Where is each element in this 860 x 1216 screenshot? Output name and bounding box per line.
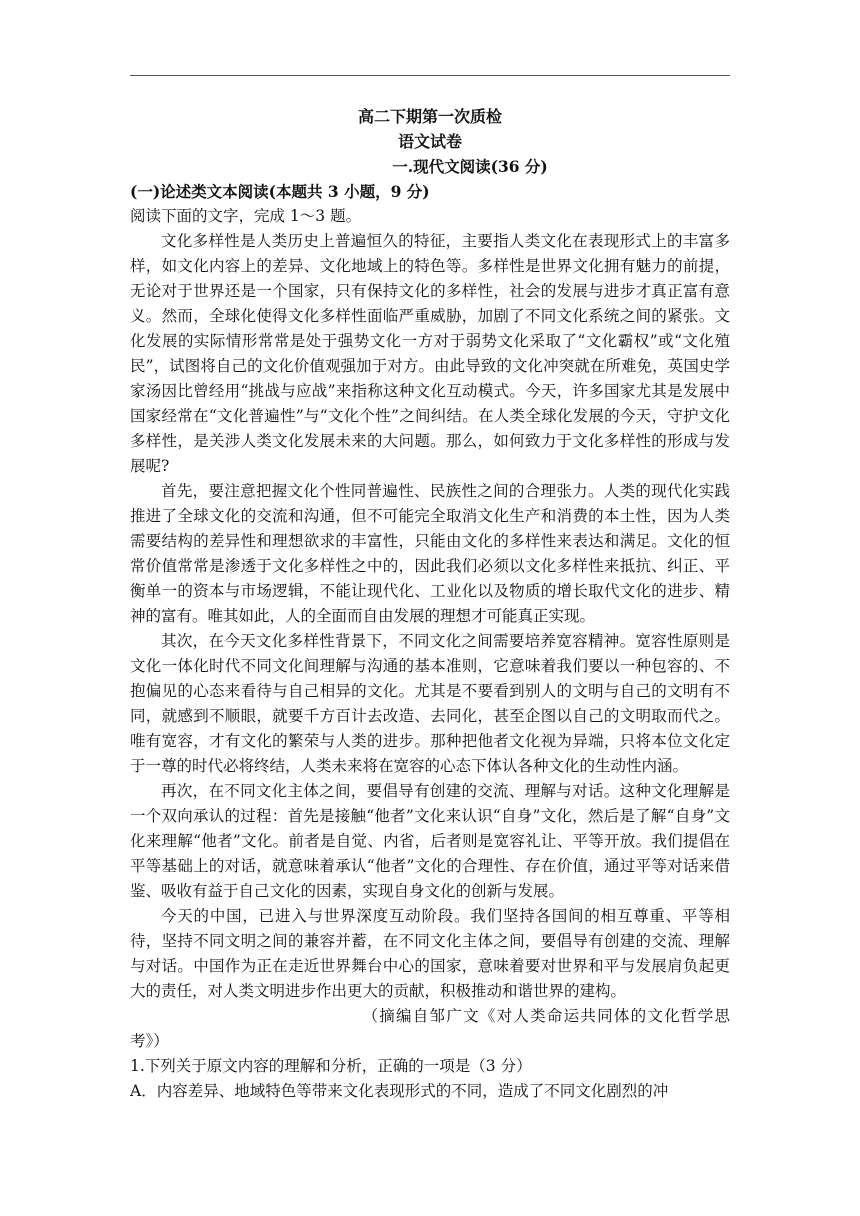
paragraph-1: 文化多样性是人类历史上普遍恒久的特征，主要指人类文化在表现形式上的丰富多样，如文化内容上的差异、文化地域上的特色等。多样性是世界文化拥有魅力的前提，无论对于世界还是一个国家，只有保持文化的多样性，社会的发展与进步才真正富有意义。然而，全球化使得文化多样性面临严重威胁，加剧了不同文化系统之间的紧张。文化发展的实际情形常常是处于强势文化一方对于弱势文化采取了“文化霸权”或“文化殖民”，试图将自己的文化价值观强加于对方。由此导致的文化冲突就在所难免，英国史学家汤因比曾经用“挑战与应战”来指称这种文化互动模式。今天，许多国家尤其是发展中国家经常在“文化普遍性”与“文化个性”之间纠结。在人类全球化发展的今天，守护文化多样性，是关涉人类文化发展未来的大问题。那么，如何致力于文化多样性的形成与发展呢? <box>130 232 730 475</box>
paragraph-5: 今天的中国，已进入与世界深度互动阶段。我们坚持各国间的相互尊重、平等相待，坚持不同文明之间的兼容并蓄，在不同文化主体之间，要倡导有创建的交流、理解与对话。中国作为正在走近世界舞台中心的国家，意味着要对世界和平与发展肩负起更大的责任，对人类文明进步作出更大的贡献，积极推动和谐世界的建构。 <box>130 907 730 1000</box>
option-a: A．内容差异、地域特色等带来文化表现形式的不同，造成了不同文化剧烈的冲 <box>130 1082 669 1100</box>
part-heading: (一)论述类文本阅读(本题共 3 小题，9 分) <box>130 182 430 201</box>
paragraph-4: 再次，在不同文化主体之间，要倡导有创建的交流、理解与对话。这种文化理解是一个双向承认的过程：首先是接触“他者”文化来认识“自身”文化，然后是了解“自身”文化来理解“他者”文化。前者是自觉、内省，后者则是宽容礼让、平等开放。我们提倡在平等基础上的对话，就意味着承认“他者”文化的合理性、存在价值，通过平等对话来借鉴、吸收有益于自己文化的因素，实现自身文化的创新与发展。 <box>130 782 730 900</box>
exam-title: 高二下期第一次质检 <box>357 107 502 126</box>
header-rule <box>130 75 730 76</box>
source-citation: （摘编自邹广文《对人类命运共同体的文化哲学思考》） <box>130 1007 730 1050</box>
instruction: 阅读下面的文字，完成 1～3 题。 <box>130 207 362 225</box>
question-1: 1.下列关于原文内容的理解和分析，正确的一项是（3 分） <box>130 1057 532 1075</box>
paragraph-3: 其次，在今天文化多样性背景下，不同文化之间需要培养宽容精神。宽容性原则是文化一体化时代不同文化间理解与沟通的基本准则，它意味着我们要以一种包容的、不抱偏见的心态来看待与自己相异的文化。尤其是不要看到别人的文明与自己的文明有不同，就感到不顺眼，就要千方百计去改造、去同化，甚至企图以自己的文明取而代之。唯有宽容，才有文化的繁荣与人类的进步。那种把他者文化视为异端，只将本位文化定于一尊的时代必将终结，人类未来将在宽容的心态下体认各种文化的生动性内涵。 <box>130 632 730 775</box>
paragraph-2: 首先，要注意把握文化个性同普遍性、民族性之间的合理张力。人类的现代化实践推进了全球文化的交流和沟通，但不可能完全取消文化生产和消费的本土性，因为人类需要结构的差异性和理想欲求的丰富性，只能由文化的多样性来表达和满足。文化的恒常价值常常是渗透于文化多样性之中的，因此我们必须以文化多样性来抵抗、纠正、平衡单一的资本与市场逻辑，不能让现代化、工业化以及物质的增长取代文化的进步、精神的富有。唯其如此，人的全面而自由发展的理想才可能真正实现。 <box>130 482 730 625</box>
exam-page <box>130 104 730 1104</box>
exam-subtitle: 语文试卷 <box>397 132 462 151</box>
section-heading: 一.现代文阅读(36 分) <box>392 157 548 176</box>
